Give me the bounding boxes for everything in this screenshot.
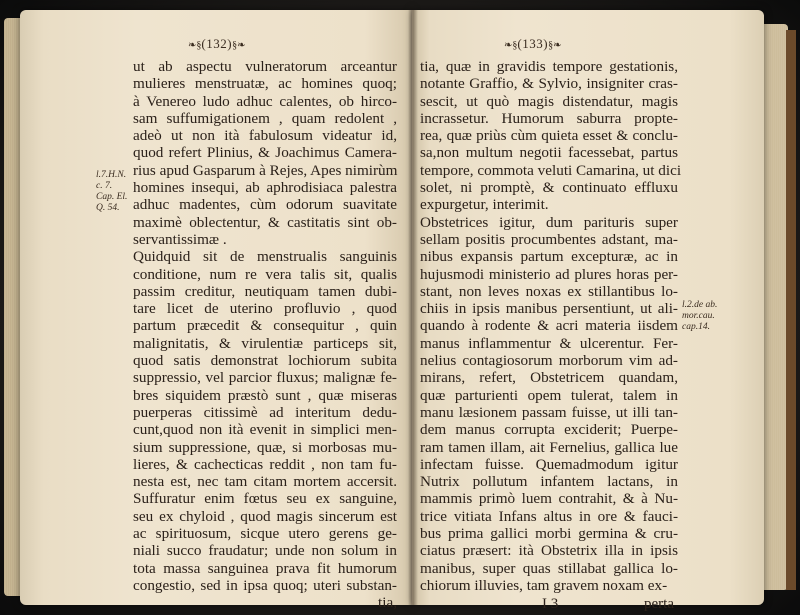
- text-line: Suffuratur enim fœtus seu ex sanguine,: [133, 490, 397, 508]
- right-page-number: [504, 36, 561, 52]
- text-line: tare licet de uterino profluvio , quod: [133, 300, 397, 318]
- left-page: [20, 10, 412, 612]
- text-line: tia,: [378, 594, 397, 612]
- text-line: bus prima gallici morbi germina & cru-: [420, 525, 678, 543]
- text-line: expurgetur, interimit.: [420, 196, 549, 214]
- margin-note-line: Cap. El.: [96, 192, 128, 202]
- text-line: infectam fuisse. Quemadmodum igitur: [420, 455, 678, 473]
- text-line: Obstetrices igitur, dum parituris super: [420, 213, 678, 231]
- text-line: manibus, super quas stillabat gallica lo-: [420, 559, 678, 577]
- text-line: mirans, refert, Obstetricem quandam,: [420, 369, 678, 387]
- book-cover-edge: [786, 30, 796, 590]
- text-line: tempore, commota veluti Camarina, ut dici: [420, 161, 682, 179]
- text-line: sium suppressione, quæ, si morbosas mu-: [133, 438, 397, 456]
- text-line: malignitatis, & virulentiæ particeps sit,: [133, 334, 397, 352]
- right-margin-note: [682, 300, 717, 333]
- page-number-text: (133): [517, 36, 549, 51]
- text-line: ut ab aspectu vulneratorum arceantur: [133, 58, 397, 75]
- text-line: hujusmodi ministerio ad plures horas per-: [420, 265, 678, 283]
- text-line: lieres, & cachecticas reddit , non tam fu-: [133, 455, 397, 473]
- right-page-body: [420, 58, 682, 594]
- left-page-body: [133, 58, 397, 612]
- text-line: manu læsionem passam fuisse, ut illi tan-: [420, 403, 678, 421]
- text-line: tia, quæ in gravidis tempore gestationis,: [420, 58, 678, 75]
- text-line: stant, non leves noxas ex stillantibus lo-: [420, 282, 678, 300]
- text-line: ram tamen illam, ait Fernelius, gallica lue: [420, 438, 678, 456]
- text-line: quæ parturienti opem tulerat, talem in: [420, 386, 678, 404]
- ornament-icon: ❧§: [188, 40, 202, 51]
- right-fore-edge: [762, 24, 788, 590]
- text-line: incrassetur. Humorum saburra propte-: [420, 109, 678, 127]
- text-line: rea, quæ priùs cùm quieta esset & conclu-: [420, 127, 678, 145]
- text-line: partum præcedit & consequitur , quin: [133, 317, 397, 335]
- text-line: solet, ni promptè, & continuato effluxu: [420, 179, 678, 197]
- text-line: chiorum illuvies, tam gravem noxam ex-: [420, 576, 668, 594]
- text-line: conditione, num re vera talis sit, qualis: [133, 265, 397, 283]
- text-line: passim creditur, neutiquam tamen dubi-: [133, 282, 397, 300]
- text-line: rius apud Gasparum à Rejes, Apes nimirùm: [133, 161, 398, 179]
- margin-note-line: cap.14.: [682, 322, 710, 332]
- text-line: puerperas citissimè ad interitum dedu-: [133, 403, 397, 421]
- text-line: Nutrix pollutum infantem lactans, in: [420, 473, 678, 491]
- margin-note-line: Q. 54.: [96, 203, 120, 213]
- text-line: quod satis demonstrat lochiorum subita: [133, 352, 397, 370]
- ornament-icon: §❧: [232, 40, 246, 51]
- text-line: niali succo fraudatur; unde non solum in: [133, 542, 397, 560]
- text-line: servantissimæ .: [133, 230, 227, 248]
- text-line: chiis in ipsis manibus persentiunt, ut ali-: [420, 300, 678, 318]
- text-line: trice vitiata Infans altus in ore & fauci-: [420, 507, 678, 525]
- text-line: sam suffumigationem , quam redolent ,: [133, 109, 397, 127]
- text-line: mammis primò luem contrahit, & à Nu-: [420, 490, 678, 508]
- text-line: manus inflammentur & ulcerentur. Fer-: [420, 334, 678, 352]
- margin-note-line: c. 7.: [96, 181, 113, 191]
- ornament-icon: §❧: [548, 40, 562, 51]
- text-line: adhuc madentes, cùm odorum suavitate: [133, 196, 397, 214]
- text-line: suppressio, vel parcior fluxus; malignæ fe-: [133, 369, 397, 387]
- margin-note-line: l.2.de ab.: [682, 300, 718, 310]
- book-gutter: [408, 10, 418, 605]
- text-line: bres siquidem præstò sunt , quæ miseras: [133, 386, 397, 404]
- text-line: ciatus præsert: ità Obstetrix illa in ipsis: [420, 542, 678, 560]
- text-line: nibus expansis partum excepturæ, ac in: [420, 248, 678, 266]
- text-line: sa,non multum negotii facessebat, partus: [420, 144, 678, 162]
- text-line: dem manus corrupta exciderit; Puerpe-: [420, 421, 678, 439]
- text-line: notante Graffio, & Sylvio, insigniter cras-: [420, 75, 678, 93]
- margin-note-line: mor.cau.: [682, 311, 715, 321]
- text-line: quando à rodente & acri materia iisdem: [420, 317, 678, 335]
- text-line: nesta est, nec tam citam mortem accersit.: [133, 473, 397, 491]
- text-line: Quidquid sit de menstrualis sanguinis: [133, 248, 397, 266]
- text-line: à Venereo ludo adhuc calentes, ob hirco-: [133, 92, 397, 110]
- left-margin-note: [96, 170, 127, 214]
- text-line: sellam positis procumbentes adstant, ma-: [420, 230, 678, 248]
- margin-note-line: l.7.H.N.: [96, 170, 127, 180]
- text-line: mulieres menstruatæ, ac homines quoq;: [133, 75, 397, 93]
- text-line: adeò ut non ità fabulosum videatur id,: [133, 127, 397, 145]
- text-line: seu ex chyloid , quod magis sincerum est: [133, 507, 397, 525]
- text-line: maximè oblectentur, & castitatis sint ob-: [133, 213, 397, 231]
- text-line: sescit, ut quò magis distendatur, magis: [420, 92, 678, 110]
- text-line: tota massa sanguinea prava fit humorum: [133, 559, 397, 577]
- catchword: perta: [644, 596, 674, 612]
- text-line: congestio, sed in ipsa quoq; uteri substan-: [133, 576, 397, 594]
- right-page: [412, 10, 764, 612]
- text-line: nelius contagiosorum morborum vim ad-: [420, 352, 678, 370]
- text-line: cunt,quod non ità evenit in simplici men-: [133, 421, 397, 439]
- signature-mark: I 3: [542, 596, 559, 612]
- page-number-text: (132): [201, 36, 233, 51]
- left-page-number: [188, 36, 245, 52]
- ornament-icon: ❧§: [504, 40, 518, 51]
- text-line: ac spirituosum, sicque utero gerens ge-: [133, 525, 397, 543]
- text-line: quod refert Plinius, & Joachimus Camera-: [133, 144, 397, 162]
- text-line: homines insequi, ab aphrodisiaca palestra: [133, 179, 397, 197]
